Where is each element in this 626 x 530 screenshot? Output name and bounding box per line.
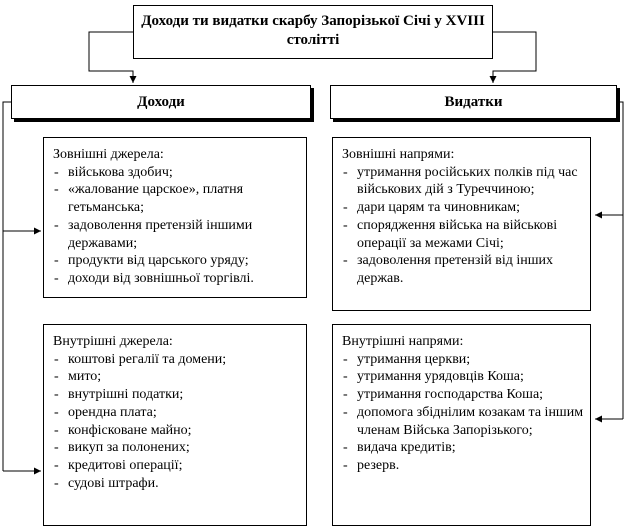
list-item: - військова здобич; <box>53 164 300 182</box>
list-item: - утримання господарства Коша; <box>342 386 584 404</box>
income-external-list <box>53 164 300 288</box>
list-item: - внутрішні податки; <box>53 386 300 404</box>
income-heading: Доходи <box>11 85 311 119</box>
list-item: - кредитові операції; <box>53 457 300 475</box>
title-to-expenses-arrow <box>493 32 536 83</box>
list-item: - конфісковане майно; <box>53 422 300 440</box>
title-to-income-arrow <box>89 32 133 83</box>
income-external-panel <box>43 137 307 298</box>
list-item: - орендна плата; <box>53 404 300 422</box>
list-item: - доходи від зовнішньої торгівлі. <box>53 270 300 288</box>
expenses-internal-list <box>342 351 584 475</box>
list-item: - продукти від царського уряду; <box>53 252 300 270</box>
list-item: - коштові регалії та домени; <box>53 351 300 369</box>
diagram-title: Доходи ти видатки скарбу Запорізької Січі у XVIII столітті <box>133 5 493 59</box>
expenses-bracket-line <box>617 102 623 419</box>
list-item: - допомога збіднілим козакам та іншим членам Війська Запорізького; <box>342 404 584 439</box>
list-item: - видача кредитів; <box>342 439 584 457</box>
list-item: - «жалование царское», платня гетьманська; <box>53 181 300 216</box>
list-item: - утримання церкви; <box>342 351 584 369</box>
list-item: - резерв. <box>342 457 584 475</box>
list-item: - спорядження війська на військові операції за межами Січі; <box>342 217 584 252</box>
income-external-label: Зовнішні джерела: <box>53 147 164 162</box>
income-bracket-line <box>3 102 11 471</box>
expenses-external-list <box>342 164 584 288</box>
list-item: - задоволення претензій від інших держав. <box>342 252 584 287</box>
expenses-internal-panel <box>332 324 591 526</box>
list-item: - викуп за полонених; <box>53 439 300 457</box>
list-item: - дари царям та чиновникам; <box>342 199 584 217</box>
income-internal-panel <box>43 324 307 526</box>
list-item: - судові штрафи. <box>53 475 300 493</box>
income-internal-list <box>53 351 300 493</box>
income-internal-label: Внутрішні джерела: <box>53 334 173 349</box>
list-item: - утримання російських полків під час військових дій з Туреччиною; <box>342 164 584 199</box>
expenses-heading: Видатки <box>330 85 617 119</box>
expenses-external-panel <box>332 137 591 311</box>
list-item: - мито; <box>53 368 300 386</box>
expenses-internal-label: Внутрішні напрями: <box>342 334 464 349</box>
list-item: - утримання урядовців Коша; <box>342 368 584 386</box>
list-item: - задоволення претензій іншими державами; <box>53 217 300 252</box>
expenses-external-label: Зовнішні напрями: <box>342 147 455 162</box>
